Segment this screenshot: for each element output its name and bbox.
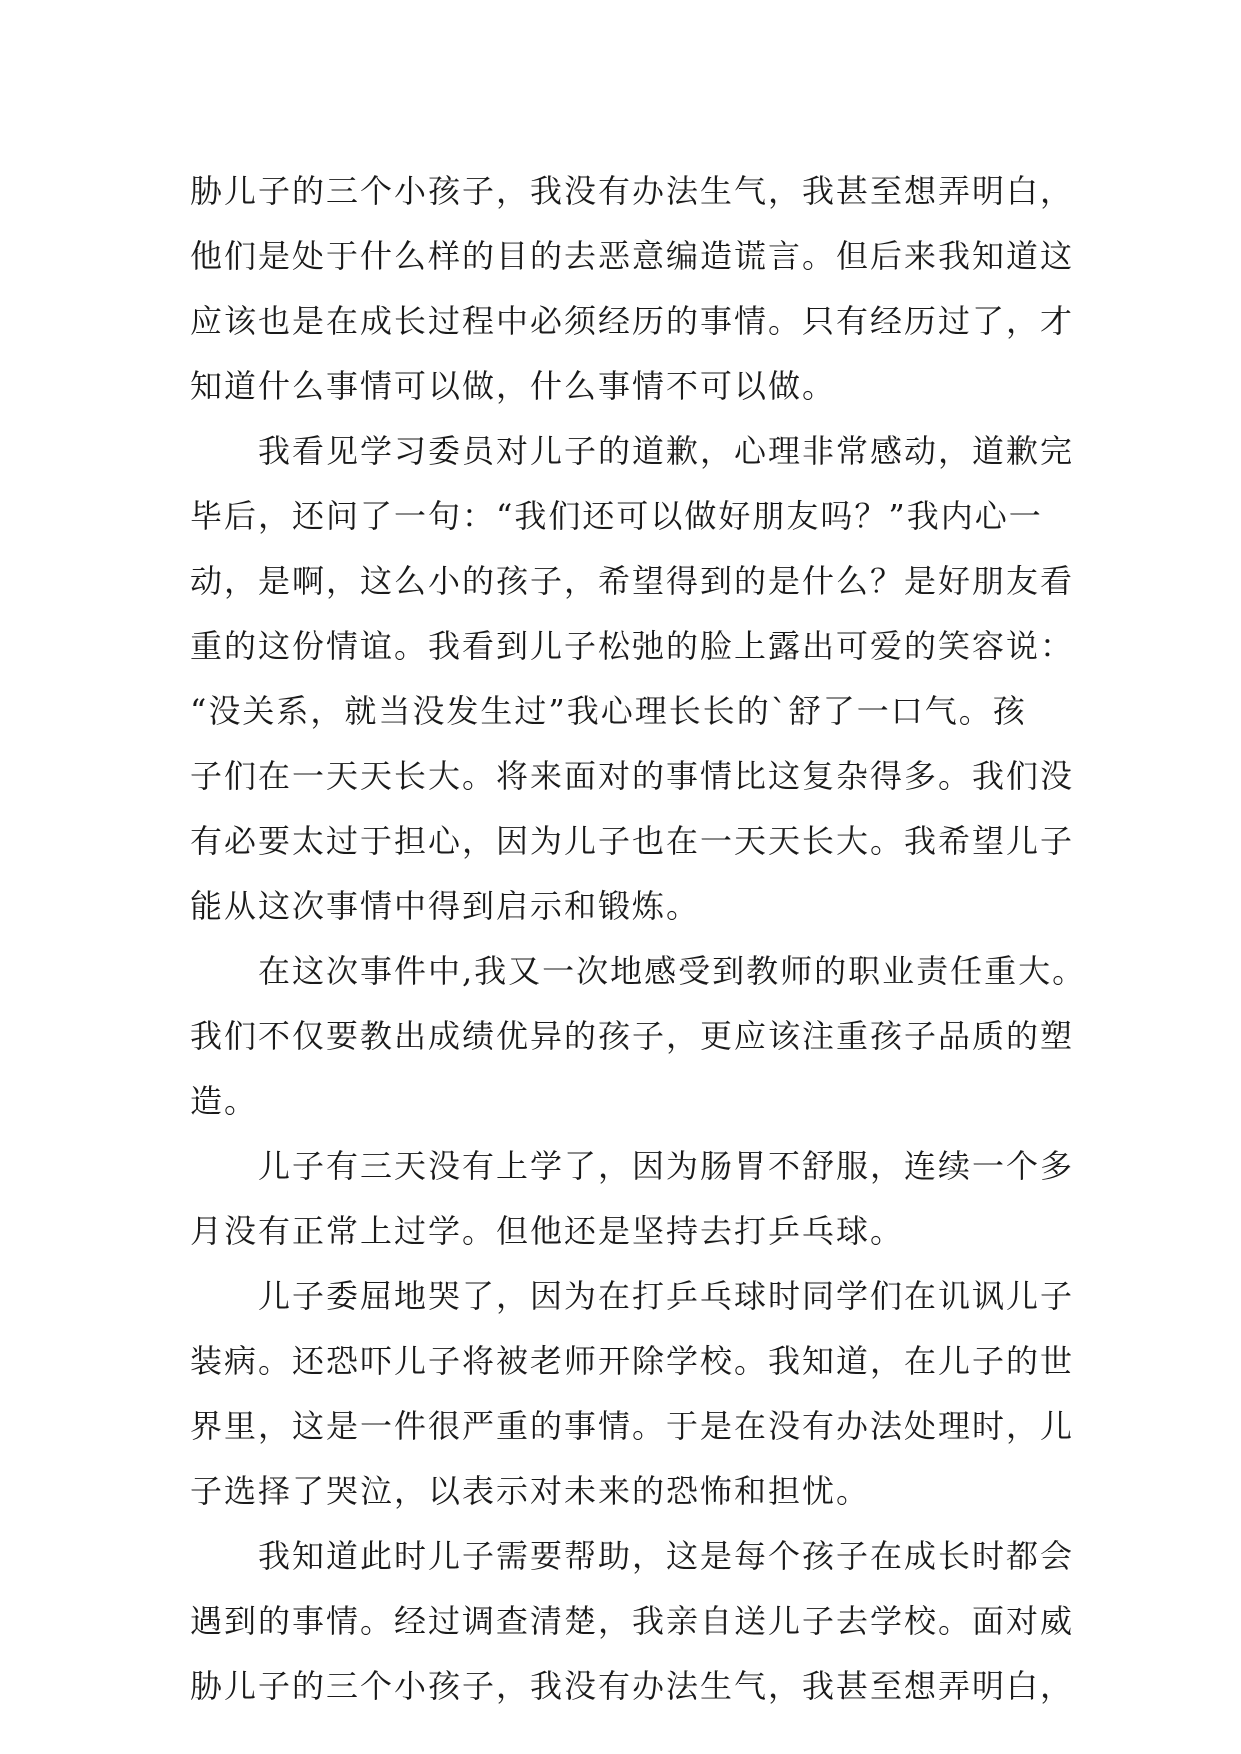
text-line-6: 毕后，还问了一句：“我们还可以做好朋友吗？”我内心一 [190, 497, 1043, 535]
text-line-15: 造。 [190, 1082, 259, 1120]
text-line-2: 他们是处于什么样的目的去恶意编造谎言。但后来我知道这 [190, 237, 1075, 275]
text-line-17: 月没有正常上过学。但他还是坚持去打乒乓球。 [190, 1212, 905, 1250]
body-text [190, 159, 1087, 1719]
text-line-11: 有必要太过于担心，因为儿子也在一天天长大。我希望儿子 [190, 822, 1075, 860]
text-line-4: 知道什么事情可以做，什么事情不可以做。 [190, 367, 837, 405]
text-line-3: 应该也是在成长过程中必须经历的事情。只有经历过了，才 [190, 302, 1075, 340]
text-line-10: 子们在一天天长大。将来面对的事情比这复杂得多。我们没 [190, 757, 1075, 795]
text-line-24: 胁儿子的三个小孩子，我没有办法生气，我甚至想弄明白， [190, 1667, 1075, 1705]
text-line-7: 动，是啊，这么小的孩子，希望得到的是什么？是好朋友看 [190, 562, 1075, 600]
text-line-21: 子选择了哭泣，以表示对未来的恐怖和担忧。 [190, 1472, 871, 1510]
text-line-5: 我看见学习委员对儿子的道歉，心理非常感动，道歉完 [258, 432, 1075, 470]
text-line-1: 胁儿子的三个小孩子，我没有办法生气，我甚至想弄明白， [190, 172, 1075, 210]
text-line-14: 我们不仅要教出成绩优异的孩子，更应该注重孩子品质的塑 [190, 1017, 1075, 1055]
text-line-19: 装病。还恐吓儿子将被老师开除学校。我知道，在儿子的世 [190, 1342, 1075, 1380]
text-line-18: 儿子委屈地哭了，因为在打乒乓球时同学们在讥讽儿子 [258, 1277, 1075, 1315]
text-line-9: “没关系，就当没发生过”我心理长长的`舒了一口气。孩 [190, 692, 1027, 730]
text-line-12: 能从这次事情中得到启示和锻炼。 [190, 887, 701, 925]
text-line-20: 界里，这是一件很严重的事情。于是在没有办法处理时，儿 [190, 1407, 1075, 1445]
text-line-23: 遇到的事情。经过调查清楚，我亲自送儿子去学校。面对威 [190, 1602, 1075, 1640]
text-line-16: 儿子有三天没有上学了，因为肠胃不舒服，连续一个多 [258, 1147, 1075, 1185]
text-line-8: 重的这份情谊。我看到儿子松弛的脸上露出可爱的笑容说： [190, 627, 1075, 665]
text-line-22: 我知道此时儿子需要帮助，这是每个孩子在成长时都会 [258, 1537, 1075, 1575]
text-line-13: 在这次事件中,我又一次地感受到教师的职业责任重大。 [258, 952, 1087, 990]
